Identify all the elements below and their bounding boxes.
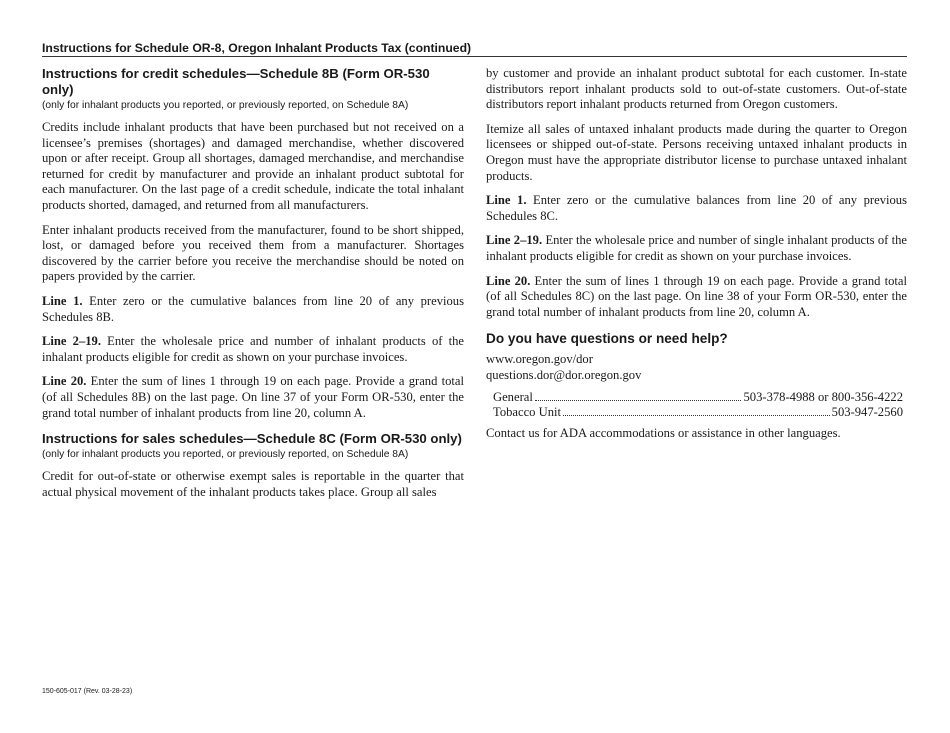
sales-line-2-19-instruction	[486, 233, 907, 264]
sales-line-20-label: Line 20.	[486, 273, 531, 288]
form-revision-code: 150-605-017 (Rev. 03-28-23)	[42, 688, 133, 695]
sales-line-1-text: Enter zero or the cumulative balances from line 20 of any previous Schedules 8C.	[486, 193, 907, 223]
sales-line-20-text: Enter the sum of lines 1 through 19 on each page. Provide a grand total (of all Schedules 8C) on the last page. On line 38 of your Form OR-530, enter the grand total number of inhalant products from line 20, column A.	[486, 273, 907, 319]
website-link[interactable]: www.oregon.gov/dor	[486, 352, 593, 367]
general-phone-label: General	[493, 389, 533, 404]
sales-line-1-label: Line 1.	[486, 193, 527, 208]
right-column	[486, 66, 907, 442]
sales-line-2-19-label: Line 2–19.	[486, 233, 543, 248]
dot-leader	[535, 400, 742, 401]
email-link[interactable]: questions.dor@dor.oregon.gov	[486, 367, 642, 382]
sales-schedules-heading: Instructions for sales schedules—Schedule 8C (Form OR-530 only)	[42, 431, 462, 447]
general-phone-number[interactable]: 503-378-4988 or 800-356-4222	[743, 389, 903, 404]
sales-paragraph-1-start: Credit for out-of-state or otherwise exempt sales is reportable in the quarter that actual physical movement of the inhalant products takes place. Group all sales	[42, 469, 464, 499]
credit-line-20-label: Line 20.	[42, 374, 87, 389]
credit-line-2-19-label: Line 2–19.	[42, 334, 101, 349]
ada-accommodations-note: Contact us for ADA accommodations or assistance in other languages.	[486, 425, 841, 440]
sales-line-1-instruction	[486, 193, 907, 224]
phone-directory	[486, 390, 907, 420]
credit-line-20-instruction	[42, 374, 464, 421]
tobacco-unit-phone-row	[486, 405, 907, 420]
left-column	[42, 66, 464, 500]
page-header-title: Instructions for Schedule OR-8, Oregon Inhalant Products Tax (continued)	[42, 41, 907, 57]
sales-paragraph-1-end: by customer and provide an inhalant product subtotal for each customer. In-state distributors report inhalant products sold to out-of-state customers. Out-of-state distributors report inhalant products returned from Oregon customers.	[486, 66, 907, 112]
credit-line-2-19-text: Enter the wholesale price and number of inhalant products of the inhalant products eligible for credit as shown on your purchase invoices.	[42, 334, 464, 364]
credit-line-1-text: Enter zero or the cumulative balances from line 20 of any previous Schedules 8B.	[42, 293, 464, 324]
credit-line-20-text: Enter the sum of lines 1 through 19 on each page. Provide a grand total (of all Schedules 8B) on the last page. On line 37 of your Form OR-530, enter the grand total number of inhalant products from line 20, column A.	[42, 374, 464, 420]
tobacco-unit-label: Tobacco Unit	[493, 404, 562, 419]
credit-line-1-instruction	[42, 294, 464, 325]
dot-leader	[563, 415, 830, 416]
sales-paragraph-2: Itemize all sales of untaxed inhalant products made during the quarter to Oregon licensees or shipped out-of-state. Persons receiving untaxed inhalant products in Oregon must have the appropriate distributor license to purchase untaxed inhalant products.	[486, 121, 907, 183]
credit-line-2-19-instruction	[42, 334, 464, 365]
credit-paragraph-2: Enter inhalant products received from the manufacturer, found to be short shipped, lost, or damaged before you received them from a manufacturer. Shortages discovered by the carrier before you receive the merchandise should be noted on papers provided by the carrier.	[42, 222, 464, 284]
sales-line-20-instruction	[486, 274, 907, 321]
credit-line-1-label: Line 1.	[42, 293, 83, 308]
sales-schedules-subheading: (only for inhalant products you reported, or previously reported, on Schedule 8A)	[42, 449, 409, 461]
general-phone-row	[486, 390, 907, 405]
help-heading: Do you have questions or need help?	[486, 331, 728, 347]
credit-schedules-heading: Instructions for credit schedules—Schedule 8B (Form OR-530 only)	[42, 66, 430, 97]
tobacco-unit-phone-number[interactable]: 503-947-2560	[831, 404, 903, 419]
credit-schedules-subheading: (only for inhalant products you reported, or previously reported, on Schedule 8A)	[42, 100, 409, 111]
credit-paragraph-1: Credits include inhalant products that have been purchased but not received on a licensee’s premises (shortages) and damaged merchandise, whether discovered upon or after receipt. Group all shortages, damaged merchandise, and merchandise returned for credit by manufacturer and provide an inhalant product subtotal for each manufacturer. On the last page of a credit schedule, indicate the total inhalant products shorted, damaged, and returned from all manufacturers.	[42, 120, 464, 212]
sales-line-2-19-text: Enter the wholesale price and number of single inhalant products of the inhalant products eligible for credit as shown on your purchase invoices.	[486, 233, 907, 263]
